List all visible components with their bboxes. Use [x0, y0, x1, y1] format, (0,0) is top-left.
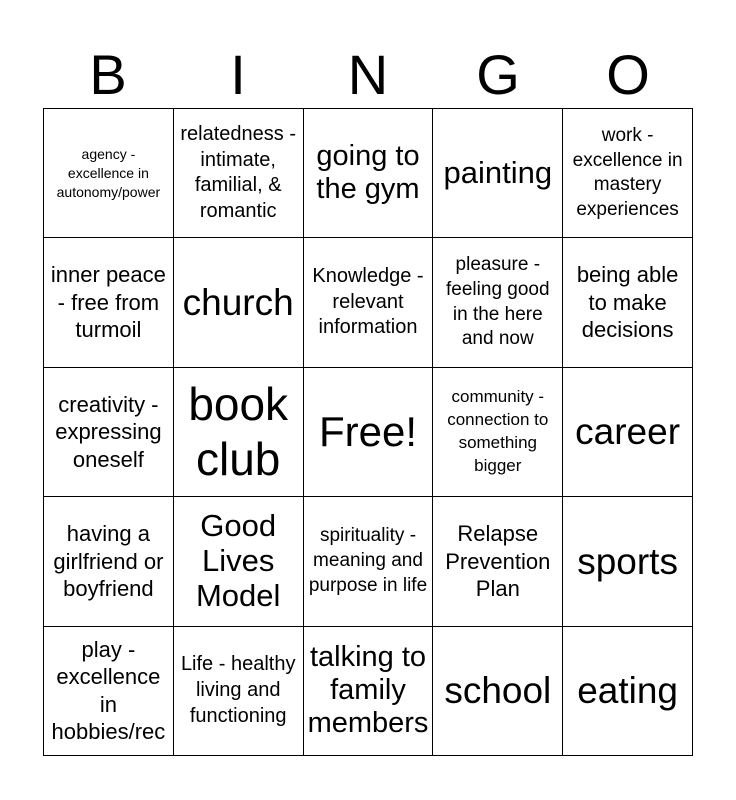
header-letter-i: I	[230, 43, 246, 106]
bingo-cell[interactable]	[174, 627, 304, 756]
cell-text: relatedness - intimate, familial, & romantic	[180, 123, 296, 222]
cell-text: painting	[443, 154, 553, 190]
bingo-cell[interactable]	[433, 497, 563, 626]
bingo-cell[interactable]	[304, 238, 434, 367]
cell-text: book club	[188, 377, 289, 485]
cell-text: inner peace - free from turmoil	[50, 262, 166, 343]
cell-text: play - excellence in hobbies/rec	[51, 636, 166, 745]
bingo-cell[interactable]	[44, 109, 174, 238]
bingo-cell[interactable]	[174, 109, 304, 238]
header-letter-o: O	[606, 43, 650, 106]
free-space[interactable]	[304, 368, 434, 497]
bingo-cell[interactable]	[563, 368, 693, 497]
cell-text: Life - healthy living and functioning	[180, 653, 296, 727]
cell-text: pleasure - feeling good in the here and now	[446, 254, 550, 350]
cell-text: Knowledge - relevant information	[312, 265, 424, 339]
cell-text: career	[575, 411, 681, 453]
bingo-cell[interactable]	[174, 238, 304, 367]
cell-text: having a girlfriend or boyfriend	[53, 521, 164, 602]
cell-text: eating	[577, 670, 678, 712]
bingo-cell[interactable]	[563, 109, 693, 238]
bingo-cell[interactable]	[563, 627, 693, 756]
bingo-cell[interactable]	[433, 368, 563, 497]
cell-text: community - connection to something bigger	[447, 387, 549, 475]
bingo-cell[interactable]	[433, 627, 563, 756]
header-letter-g: G	[476, 43, 520, 106]
bingo-grid	[43, 108, 693, 756]
bingo-cell[interactable]	[304, 627, 434, 756]
cell-text: church	[182, 281, 294, 323]
bingo-cell[interactable]	[44, 497, 174, 626]
bingo-cell[interactable]	[44, 627, 174, 756]
cell-text: talking to family members	[307, 640, 429, 740]
bingo-cell[interactable]	[563, 238, 693, 367]
cell-text: Good Lives Model	[195, 508, 281, 613]
header-letter-n: N	[347, 43, 389, 106]
cell-text: agency - excellence in autonomy/power	[56, 145, 161, 200]
cell-text: sports	[577, 540, 678, 582]
header-letter-b: B	[89, 43, 127, 106]
cell-text: work - excellence in mastery experiences	[572, 124, 683, 220]
cell-text: Free!	[318, 408, 417, 456]
cell-text: Relapse Prevention Plan	[445, 521, 551, 602]
bingo-cell[interactable]	[304, 109, 434, 238]
bingo-cell[interactable]	[174, 497, 304, 626]
cell-text: spirituality - meaning and purpose in life	[308, 525, 428, 596]
bingo-cell[interactable]	[174, 368, 304, 497]
bingo-cell[interactable]	[433, 238, 563, 367]
bingo-cell[interactable]	[433, 109, 563, 238]
cell-text: being able to make decisions	[576, 262, 679, 343]
bingo-cell[interactable]	[44, 238, 174, 367]
bingo-header	[43, 40, 693, 108]
cell-text: creativity - expressing oneself	[55, 391, 162, 472]
bingo-cell[interactable]	[304, 497, 434, 626]
bingo-cell[interactable]	[563, 497, 693, 626]
cell-text: school	[444, 670, 552, 712]
cell-text: going to the gym	[316, 139, 420, 206]
bingo-cell[interactable]	[44, 368, 174, 497]
